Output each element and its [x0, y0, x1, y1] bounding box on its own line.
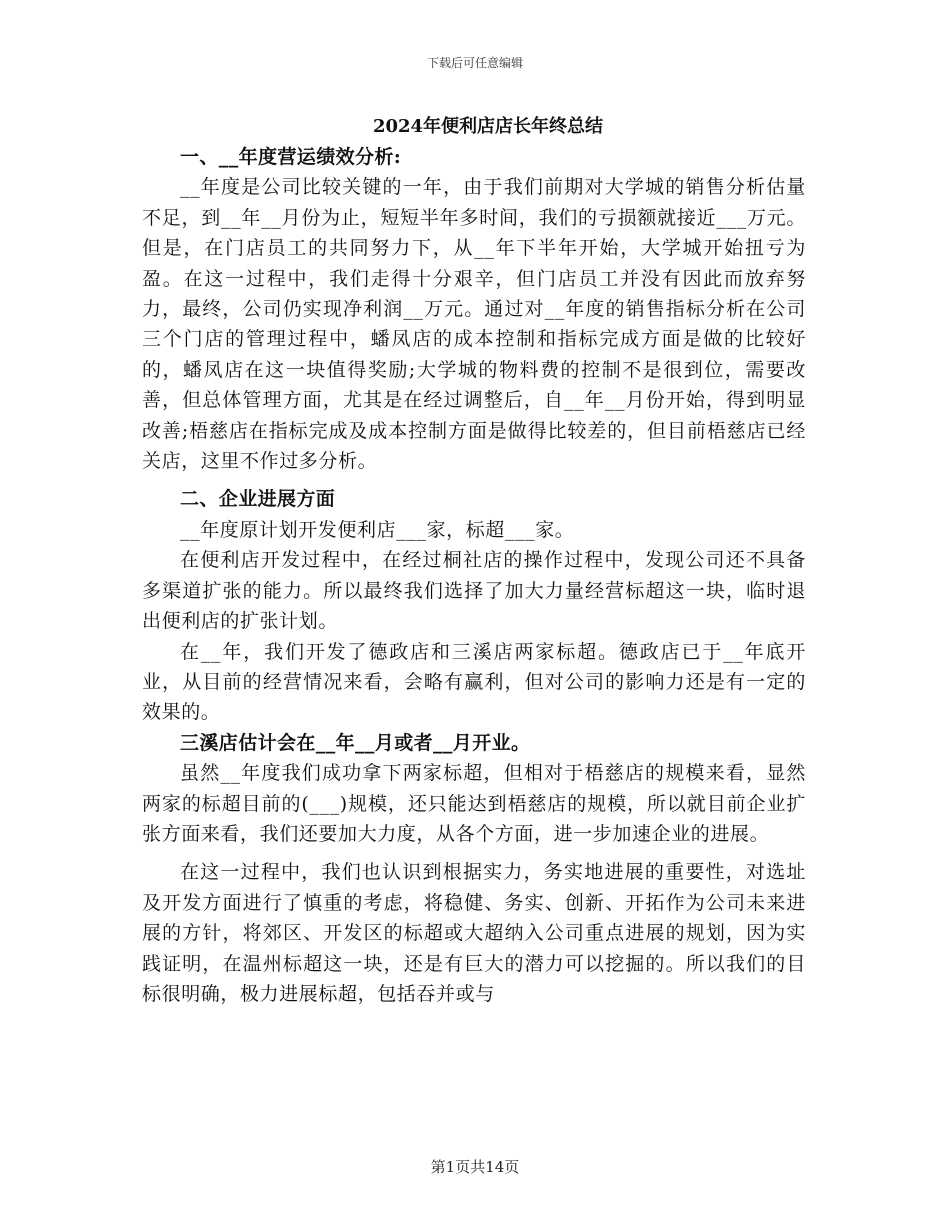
page-header: 下载后可任意编辑 — [426, 56, 523, 70]
paragraph: 在__年，我们开发了德政店和三溪店两家标超。德政店已于__年底开业，从目前的经营情况来看，会略有赢利，但对公司的影响力还是有一定的效果的。 — [142, 640, 806, 724]
bold-paragraph: 三溪店估计会在__年__月或者__月开业。 — [180, 731, 531, 754]
paragraph: 虽然__年度我们成功拿下两家标超，但相对于梧慈店的规模来看，显然两家的标超目前的(___)规模，还只能达到梧慈店的规模，所以就目前企业扩张方面来看，我们还要加大力度，从各个方面，进一步加速企业的进展。 — [142, 762, 806, 845]
section-heading-operations: 一、__年度营运绩效分析: — [180, 146, 402, 168]
paragraph: 在这一过程中，我们也认识到根据实力，务实地进展的重要性，对选址及开发方面进行了慎重的考虑，将稳健、务实、创新、开拓作为公司未来进展的方针，将郊区、开发区的标超或大超纳入公司重点进展的规划，因为实践证明，在温州标超这一块，还是有巨大的潜力可以挖掘的。所以我们的目标很明确，极力进展标超，包括吞并或与 — [142, 861, 806, 1005]
paragraph: __年度是公司比较关键的一年，由于我们前期对大学城的销售分析估量不足，到__年__月份为止，短短半年多时间，我们的亏损额就接近___万元。但是，在门店员工的共同努力下，从__年下半年开始，大学城开始扭亏为盈。在这一过程中，我们走得十分艰辛，但门店员工并没有因此而放弃努力，最终，公司仍实现净利润__万元。通过对__年度的销售指标分析在公司三个门店的管理过程中，蟠凤店的成本控制和指标完成方面是做的比较好的，蟠凤店在这一块值得奖励;大学城的物料费的控制不是很到位，需要改善，但总体管理方面，尤其是在经过调整后，自__年__月份开始，得到明显改善;梧慈店在指标完成及成本控制方面是做得比较差的，但目前梧慈店已经关店，这里不作过多分析。 — [142, 176, 806, 473]
document-body — [142, 112, 806, 1009]
document-title: 2024年便利店店长年终总结 — [372, 116, 604, 137]
section-heading-development: 二、企业进展方面 — [180, 488, 336, 511]
page-footer: 第1页共14页 — [430, 1158, 520, 1176]
paragraph: __年度原计划开发便利店___家，标超___家。 — [180, 518, 575, 541]
paragraph: 在便利店开发过程中，在经过桐社店的操作过程中，发现公司还不具备多渠道扩张的能力。所以最终我们选择了加大力量经营标超这一块，临时退出便利店的扩张计划。 — [142, 549, 806, 633]
